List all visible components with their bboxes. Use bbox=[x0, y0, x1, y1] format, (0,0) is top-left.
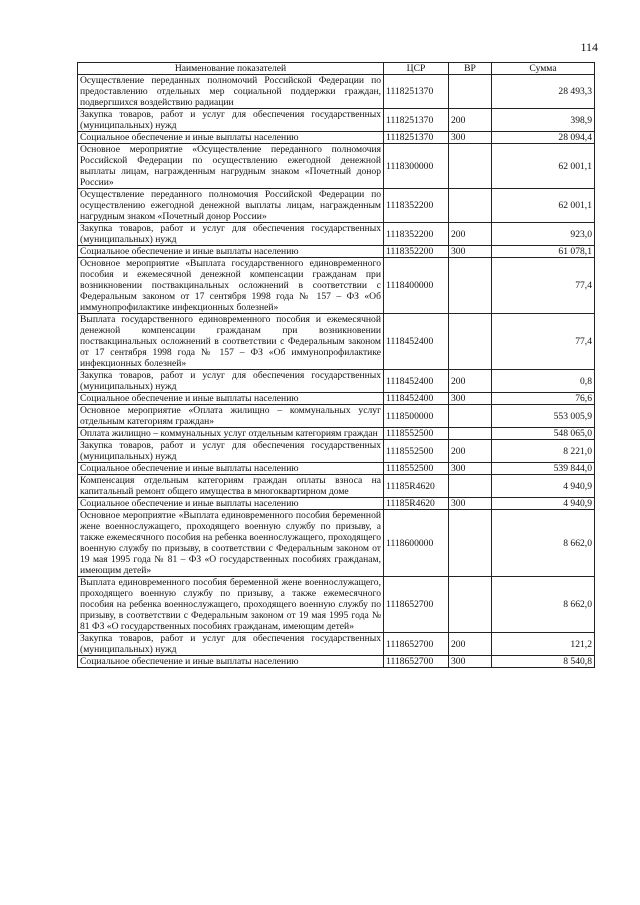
row-name: Основное мероприятие «Осуществление переданного полномочия Российской Федерации по осуществлению ежегодной денежной выплаты лицам, награжденным нагрудным знаком «Почетный донор России» bbox=[78, 144, 384, 189]
row-vr: 300 bbox=[449, 463, 492, 475]
table-row bbox=[78, 144, 595, 189]
row-vr bbox=[449, 189, 492, 223]
header-sum: Сумма bbox=[492, 63, 595, 75]
row-name: Закупка товаров, работ и услуг для обеспечения государственных (муниципальных) нужд bbox=[78, 440, 384, 463]
row-csr: 11185R4620 bbox=[384, 498, 449, 510]
row-name: Основное мероприятие «Выплата государственного единовременного пособия и ежемесячной денежной компенсации гражданам при возникновении поствакцинальных осложнений в соответствии с Федеральным законом от 17 сентября 1998 года № 157 – ФЗ «Об иммунопрофилактике инфекционных болезней» bbox=[78, 258, 384, 314]
row-sum: 923,0 bbox=[492, 223, 595, 246]
row-name: Осуществление переданного полномочия Российской Федерации по осуществлению ежегодной денежной выплаты лицам, награжденным нагрудным знаком «Почетный донор России» bbox=[78, 189, 384, 223]
row-name: Социальное обеспечение и иные выплаты населению bbox=[78, 393, 384, 405]
header-csr: ЦСР bbox=[384, 63, 449, 75]
row-name: Выплата государственного единовременного пособия и ежемесячной денежной компенсации гражданам при возникновении поствакцинальных осложнений в соответствии с Федеральным законом от 17 сентября 1998 года № 157 – ФЗ «Об иммунопрофилактике инфекционных болезней» bbox=[78, 314, 384, 370]
table-row bbox=[78, 475, 595, 498]
row-vr bbox=[449, 475, 492, 498]
row-vr bbox=[449, 577, 492, 633]
row-vr: 200 bbox=[449, 370, 492, 393]
row-sum: 539 844,0 bbox=[492, 463, 595, 475]
row-name: Социальное обеспечение и иные выплаты населению bbox=[78, 246, 384, 258]
row-csr: 1118352200 bbox=[384, 189, 449, 223]
table-row bbox=[78, 428, 595, 440]
table-row bbox=[78, 405, 595, 428]
table-row bbox=[78, 75, 595, 109]
table-row bbox=[78, 132, 595, 144]
row-sum: 548 065,0 bbox=[492, 428, 595, 440]
row-name: Социальное обеспечение и иные выплаты населению bbox=[78, 463, 384, 475]
row-sum: 8 662,0 bbox=[492, 577, 595, 633]
row-sum: 553 005,9 bbox=[492, 405, 595, 428]
row-name: Социальное обеспечение и иные выплаты населению bbox=[78, 132, 384, 144]
row-sum: 77,4 bbox=[492, 258, 595, 314]
row-csr: 1118300000 bbox=[384, 144, 449, 189]
table-row bbox=[78, 370, 595, 393]
row-sum: 4 940,9 bbox=[492, 498, 595, 510]
row-vr bbox=[449, 314, 492, 370]
row-csr: 1118500000 bbox=[384, 405, 449, 428]
row-csr: 11185R4620 bbox=[384, 475, 449, 498]
row-name: Осуществление переданных полномочий Российской Федерации по предоставлению отдельных мер социальной поддержки граждан, подвергшихся воздействию радиации bbox=[78, 75, 384, 109]
row-csr: 1118400000 bbox=[384, 258, 449, 314]
row-csr: 1118552500 bbox=[384, 440, 449, 463]
row-name: Социальное обеспечение и иные выплаты населению bbox=[78, 656, 384, 668]
row-vr: 300 bbox=[449, 393, 492, 405]
row-sum: 8 221,0 bbox=[492, 440, 595, 463]
table-header-row bbox=[78, 63, 595, 75]
table-row bbox=[78, 314, 595, 370]
row-name: Компенсация отдельным категориям граждан оплаты взноса на капитальный ремонт общего имущества в многоквартирном доме bbox=[78, 475, 384, 498]
row-name: Закупка товаров, работ и услуг для обеспечения государственных (муниципальных) нужд bbox=[78, 109, 384, 132]
table-row bbox=[78, 393, 595, 405]
row-csr: 1118452400 bbox=[384, 393, 449, 405]
table-row bbox=[78, 656, 595, 668]
row-name: Закупка товаров, работ и услуг для обеспечения государственных (муниципальных) нужд bbox=[78, 633, 384, 656]
row-name: Закупка товаров, работ и услуг для обеспечения государственных (муниципальных) нужд bbox=[78, 370, 384, 393]
row-csr: 1118251370 bbox=[384, 132, 449, 144]
row-vr bbox=[449, 510, 492, 577]
row-sum: 77,4 bbox=[492, 314, 595, 370]
row-name: Социальное обеспечение и иные выплаты населению bbox=[78, 498, 384, 510]
table-row bbox=[78, 223, 595, 246]
row-name: Закупка товаров, работ и услуг для обеспечения государственных (муниципальных) нужд bbox=[78, 223, 384, 246]
table-row bbox=[78, 463, 595, 475]
row-vr: 300 bbox=[449, 656, 492, 668]
table-row bbox=[78, 498, 595, 510]
row-csr: 1118600000 bbox=[384, 510, 449, 577]
row-vr bbox=[449, 144, 492, 189]
row-vr: 200 bbox=[449, 440, 492, 463]
row-sum: 28 493,3 bbox=[492, 75, 595, 109]
table-row bbox=[78, 510, 595, 577]
table-row bbox=[78, 258, 595, 314]
row-csr: 1118352200 bbox=[384, 246, 449, 258]
row-name: Основное мероприятие «Оплата жилищно – коммунальных услуг отдельным категориям граждан» bbox=[78, 405, 384, 428]
row-vr: 300 bbox=[449, 498, 492, 510]
header-vr: ВР bbox=[449, 63, 492, 75]
row-sum: 0,8 bbox=[492, 370, 595, 393]
row-vr bbox=[449, 428, 492, 440]
row-csr: 1118452400 bbox=[384, 314, 449, 370]
row-name: Выплата единовременного пособия беременной жене военнослужащего, проходящего военную службу по призыву, а также ежемесячного пособия на ребенка военнослужащего, проходящего военную службу по призыву, в соответствии с Федеральным законом от 19 мая 1995 года № 81 ФЗ «О государственных пособиях гражданам, имеющим детей» bbox=[78, 577, 384, 633]
row-csr: 1118452400 bbox=[384, 370, 449, 393]
row-name: Основное мероприятие «Выплата единовременного пособия беременной жене военнослужащего, проходящего военную службу по призыву, а также ежемесячного пособия на ребенка военнослужащего, проходящего военную службу по призыву, в соответствии с Федеральным законом от 19 мая 1995 года № 81 – ФЗ «О государственных пособиях гражданам, имеющим детей» bbox=[78, 510, 384, 577]
row-sum: 28 094,4 bbox=[492, 132, 595, 144]
row-sum: 76,6 bbox=[492, 393, 595, 405]
row-sum: 61 078,1 bbox=[492, 246, 595, 258]
row-csr: 1118652700 bbox=[384, 577, 449, 633]
row-sum: 8 540,8 bbox=[492, 656, 595, 668]
header-indicator-name: Наименование показателей bbox=[78, 63, 384, 75]
row-sum: 62 001,1 bbox=[492, 144, 595, 189]
row-vr: 200 bbox=[449, 223, 492, 246]
page-number: 114 bbox=[580, 40, 598, 54]
table-row bbox=[78, 189, 595, 223]
table-row bbox=[78, 577, 595, 633]
row-sum: 121,2 bbox=[492, 633, 595, 656]
row-vr: 300 bbox=[449, 132, 492, 144]
row-csr: 1118552500 bbox=[384, 463, 449, 475]
row-vr: 200 bbox=[449, 109, 492, 132]
row-vr: 200 bbox=[449, 633, 492, 656]
row-sum: 62 001,1 bbox=[492, 189, 595, 223]
row-csr: 1118652700 bbox=[384, 633, 449, 656]
row-vr bbox=[449, 405, 492, 428]
row-csr: 1118251370 bbox=[384, 75, 449, 109]
row-csr: 1118552500 bbox=[384, 428, 449, 440]
row-sum: 4 940,9 bbox=[492, 475, 595, 498]
row-vr: 300 bbox=[449, 246, 492, 258]
row-csr: 1118352200 bbox=[384, 223, 449, 246]
table-row bbox=[78, 109, 595, 132]
row-vr bbox=[449, 258, 492, 314]
row-sum: 398,9 bbox=[492, 109, 595, 132]
table-row bbox=[78, 440, 595, 463]
budget-table bbox=[77, 62, 595, 668]
table-row bbox=[78, 246, 595, 258]
row-sum: 8 662,0 bbox=[492, 510, 595, 577]
row-csr: 1118251370 bbox=[384, 109, 449, 132]
table-row bbox=[78, 633, 595, 656]
row-csr: 1118652700 bbox=[384, 656, 449, 668]
row-vr bbox=[449, 75, 492, 109]
row-name: Оплата жилищно – коммунальных услуг отдельным категориям граждан bbox=[78, 428, 384, 440]
